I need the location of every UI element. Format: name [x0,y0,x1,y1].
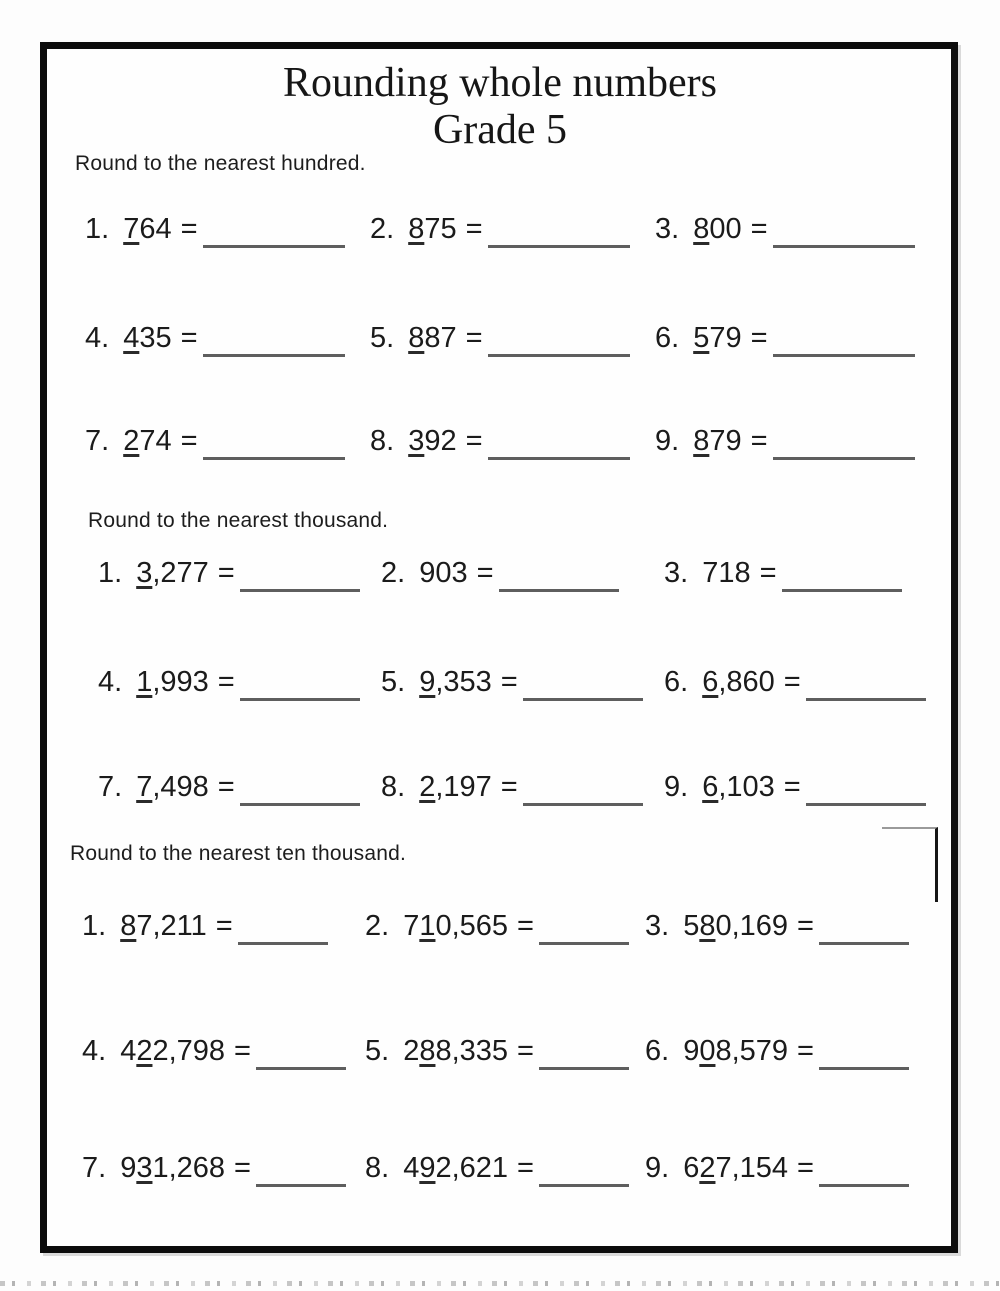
digits-after: 8,579 [715,1035,789,1067]
equals-sign: = [797,1152,814,1184]
problem [664,556,902,592]
problem [664,665,926,701]
problem [98,556,360,592]
equals-sign: = [217,771,235,803]
equals-sign: = [215,910,233,942]
equals-sign: = [750,213,768,245]
digits-after: 92 [424,425,457,457]
digits-after: 87 [424,322,457,354]
answer-blank[interactable] [240,803,360,806]
equals-sign: = [180,425,198,457]
answer-blank[interactable] [539,1067,629,1070]
digits-after: 8,335 [435,1035,509,1067]
problem-number: 8. [365,1152,390,1184]
problem-number: 2. [370,213,395,245]
problem-number: 9. [655,425,680,457]
underlined-digit: 8 [408,213,425,245]
problem-value [683,1035,788,1067]
answer-blank[interactable] [806,698,926,701]
problem-value [123,213,171,245]
underlined-digit: 5 [693,322,710,354]
problem [664,770,926,806]
problem-value [702,557,750,589]
equals-sign: = [783,771,801,803]
equals-sign: = [759,557,777,589]
underlined-digit: 8 [419,1035,436,1067]
problem-number: 7. [82,1152,107,1184]
equals-sign: = [517,1152,534,1184]
problem [655,321,915,357]
problem-number: 8. [370,425,395,457]
underlined-digit: 2 [699,1152,716,1184]
digits-after: ,498 [152,771,209,803]
problem-value [408,213,456,245]
problem-value [419,557,467,589]
answer-blank[interactable] [203,245,345,248]
problem [98,770,360,806]
answer-blank[interactable] [539,1184,629,1187]
problem-value [693,425,741,457]
answer-blank[interactable] [488,245,630,248]
underlined-digit: 3 [136,1152,153,1184]
equals-sign: = [465,213,483,245]
equals-sign: = [517,1035,534,1067]
digits-before: 4 [120,1035,137,1067]
underlined-digit: 4 [123,322,140,354]
problem [365,1034,629,1070]
problem [365,1151,629,1187]
digits-after: 7,211 [136,910,207,942]
problem-value [693,213,741,245]
equals-sign: = [234,1152,251,1184]
problem-value [120,1035,225,1067]
digits-after: 74 [139,425,172,457]
underlined-digit: 6 [702,771,719,803]
digits-after: 64 [139,213,172,245]
digits-after: 0,169 [715,910,789,942]
answer-blank[interactable] [806,803,926,806]
answer-blank[interactable] [773,354,915,357]
problem [381,665,643,701]
underlined-digit: 9 [419,1152,436,1184]
problem-value [403,1152,508,1184]
digits-after: 79 [709,322,742,354]
problem-value [408,425,456,457]
problem-number: 2. [381,557,406,589]
answer-blank[interactable] [256,1184,346,1187]
worksheet-title-block [0,60,1000,154]
digits-after: ,197 [435,771,492,803]
answer-blank[interactable] [523,698,643,701]
underlined-digit: 3 [136,557,153,589]
digits-before: 9 [120,1152,137,1184]
problem-number: 9. [645,1152,670,1184]
problem-number: 3. [645,910,670,942]
problem-value [403,1035,508,1067]
problem [85,424,345,460]
underlined-digit: 8 [699,910,716,942]
problem-number: 4. [85,322,110,354]
section-heading-hundred: Round to the nearest hundred. [75,152,366,175]
scan-artifact [0,1281,1000,1286]
problem-value [419,666,492,698]
underlined-digit: 8 [408,322,425,354]
problem [645,1151,909,1187]
answer-blank[interactable] [203,457,345,460]
equals-sign: = [500,771,518,803]
problem [82,909,328,945]
answer-blank[interactable] [819,942,909,945]
problem-value [136,771,209,803]
problem-number: 9. [664,771,689,803]
underlined-digit: 9 [419,666,436,698]
equals-sign: = [180,213,198,245]
digits-after: 79 [709,425,742,457]
answer-blank[interactable] [499,589,619,592]
problem [370,424,630,460]
problem [655,424,915,460]
problem-number: 5. [381,666,406,698]
digits-before: 718 [702,557,751,589]
equals-sign: = [517,910,534,942]
problem-value [683,1152,788,1184]
underlined-digit: 8 [693,425,710,457]
digits-before: 2 [403,1035,420,1067]
equals-sign: = [797,910,814,942]
problem-number: 7. [85,425,110,457]
equals-sign: = [797,1035,814,1067]
problem [365,909,629,945]
answer-blank[interactable] [523,803,643,806]
problem-number: 6. [664,666,689,698]
problem-number: 6. [645,1035,670,1067]
answer-blank[interactable] [488,354,630,357]
equals-sign: = [465,322,483,354]
section-heading-ten-thousand: Round to the nearest ten thousand. [70,842,407,865]
problem-number: 1. [82,910,107,942]
answer-blank[interactable] [240,589,360,592]
underlined-digit: 6 [702,666,719,698]
problem [381,770,643,806]
problem-number: 3. [655,213,680,245]
problem-value [693,322,741,354]
underlined-digit: 1 [419,910,436,942]
equals-sign: = [476,557,494,589]
problem-number: 5. [365,1035,390,1067]
problem-number: 4. [98,666,123,698]
problem-value [403,910,508,942]
problem [370,321,630,357]
problem [655,212,915,248]
problem-number: 2. [365,910,390,942]
digits-before: 5 [683,910,700,942]
digits-after: ,993 [152,666,209,698]
equals-sign: = [234,1035,251,1067]
corner-bracket [882,827,938,902]
answer-blank[interactable] [819,1184,909,1187]
digits-before: 7 [403,910,420,942]
digits-before: 903 [419,557,468,589]
underlined-digit: 2 [419,771,436,803]
problem-number: 5. [370,322,395,354]
problem-number: 1. [98,557,123,589]
digits-after: 2,798 [152,1035,226,1067]
problem-value [683,910,788,942]
problem-number: 6. [655,322,680,354]
digits-before: 4 [403,1152,420,1184]
equals-sign: = [750,322,768,354]
digits-after: 75 [424,213,457,245]
digits-after: ,277 [152,557,209,589]
digits-before: 6 [683,1152,700,1184]
problem-value [136,666,209,698]
digits-after: ,860 [718,666,775,698]
digits-after: 00 [709,213,742,245]
problem-value [702,666,775,698]
answer-blank[interactable] [782,589,902,592]
problem-number: 7. [98,771,123,803]
page-subtitle: Grade 5 [432,107,568,153]
problem-number: 4. [82,1035,107,1067]
problem-value [120,1152,225,1184]
answer-blank[interactable] [539,942,629,945]
problem-value [123,322,171,354]
digits-after: 0,565 [435,910,509,942]
answer-blank[interactable] [819,1067,909,1070]
underlined-digit: 8 [120,910,137,942]
underlined-digit: 2 [136,1035,153,1067]
underlined-digit: 7 [123,213,140,245]
problem-value [136,557,209,589]
digits-after: ,353 [435,666,492,698]
equals-sign: = [217,557,235,589]
digits-after: 35 [139,322,172,354]
digits-after: ,103 [718,771,775,803]
underlined-digit: 2 [123,425,140,457]
answer-blank[interactable] [203,354,345,357]
equals-sign: = [465,425,483,457]
equals-sign: = [783,666,801,698]
underlined-digit: 1 [136,666,153,698]
digits-before: 9 [683,1035,700,1067]
digits-after: 1,268 [152,1152,226,1184]
problem [85,212,345,248]
equals-sign: = [750,425,768,457]
section-heading-thousand: Round to the nearest thousand. [88,509,389,532]
problem-number: 8. [381,771,406,803]
underlined-digit: 3 [408,425,425,457]
problem-value [123,425,171,457]
answer-blank[interactable] [488,457,630,460]
problem [370,212,630,248]
underlined-digit: 8 [693,213,710,245]
answer-blank[interactable] [240,698,360,701]
problem-number: 1. [85,213,110,245]
problem [381,556,619,592]
answer-blank[interactable] [256,1067,346,1070]
digits-after: 2,621 [435,1152,509,1184]
answer-blank[interactable] [238,942,328,945]
problem-value [408,322,456,354]
problem [98,665,360,701]
equals-sign: = [500,666,518,698]
problem [85,321,345,357]
problem [82,1151,346,1187]
answer-blank[interactable] [773,245,915,248]
problem [645,909,909,945]
page-title: Rounding whole numbers [283,60,717,106]
problem-number: 3. [664,557,689,589]
problem-value [120,910,207,942]
problem [82,1034,346,1070]
answer-blank[interactable] [773,457,915,460]
problem [645,1034,909,1070]
digits-after: 7,154 [715,1152,789,1184]
underlined-digit: 7 [136,771,153,803]
equals-sign: = [180,322,198,354]
problem-value [702,771,775,803]
equals-sign: = [217,666,235,698]
problem-value [419,771,492,803]
underlined-digit: 0 [699,1035,716,1067]
